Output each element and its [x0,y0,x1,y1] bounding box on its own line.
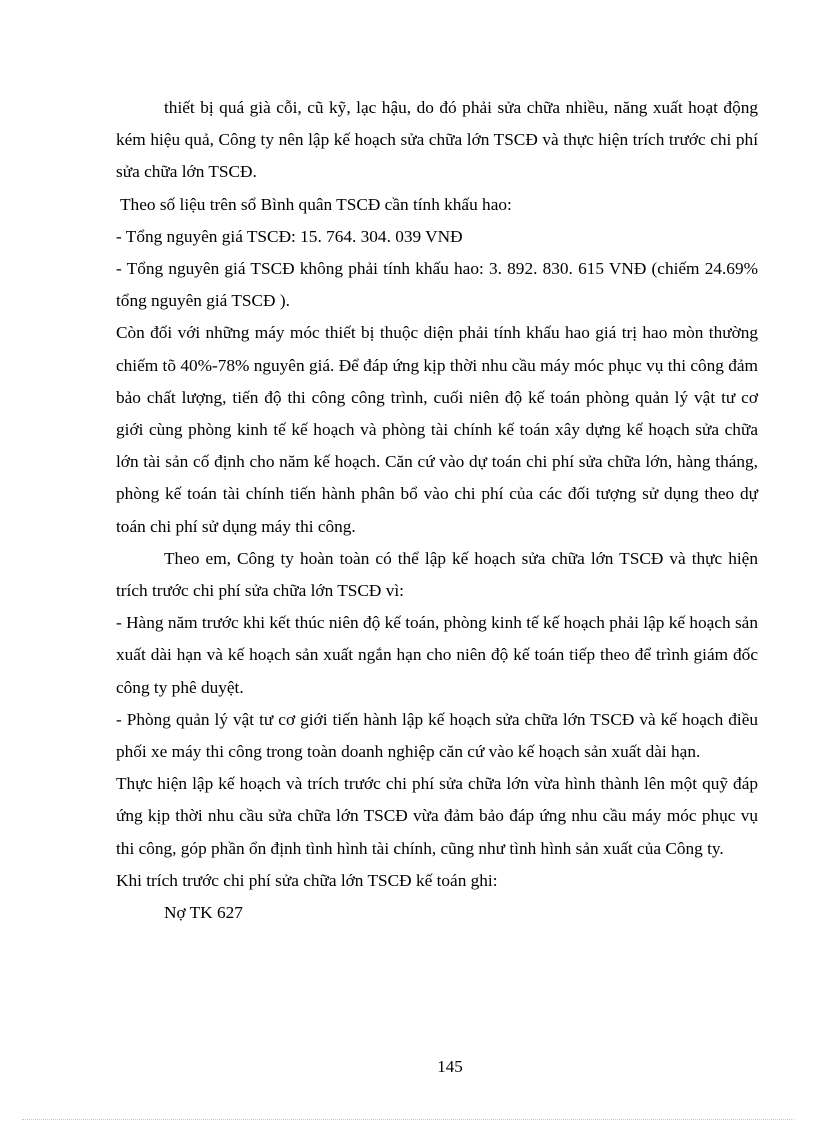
paragraph-fund-benefit: Thực hiện lập kế hoạch và trích trước chi phí sửa chữa lớn vừa hình thành lên một quỹ đáp ứng kịp thời nhu cầu sửa chữa lớn TSCĐ vừa đảm bảo đáp ứng nhu cầu máy móc phục vụ thi công, góp phần ổn định tình hình tài chính, cũng như tình hình sản xuất của Công ty. [116,774,758,858]
paragraph-accounting-entry-intro: Khi trích trước chi phí sửa chữa lớn TSCĐ kế toán ghi: [116,870,498,890]
list-item-total-cost: - Tổng nguyên giá TSCĐ: 15. 764. 304. 039 VNĐ [116,226,463,246]
accounting-entry-debit: Nợ TK 627 [164,903,243,923]
body-text [116,92,758,929]
paragraph-opinion: Theo em, Công ty hoàn toàn có thể lập kế hoạch sửa chữa lớn TSCĐ và thực hiện trích trước chi phí sửa chữa lớn TSCĐ vì: [116,548,758,601]
list-item-equipment-department: - Phòng quản lý vật tư cơ giới tiến hành lập kế hoạch sửa chữa lớn TSCĐ và kế hoạch điều phối xe máy thi công trong toàn doanh nghiệp căn cứ vào kế hoạch sản xuất dài hạn. [116,709,758,762]
list-item-annual-planning: - Hàng năm trước khi kết thúc niên độ kế toán, phòng kinh tế kế hoạch phải lập kế hoạch sản xuất dài hạn và kế hoạch sản xuất ngắn hạn cho niên độ kế toán tiếp theo để trình giám đốc công ty phê duyệt. [116,613,758,697]
page-number: 145 [437,1057,463,1076]
footer-divider [22,1119,794,1120]
paragraph-depreciation-intro: Theo số liệu trên sổ Bình quân TSCĐ cần tính khấu hao: [120,194,512,214]
paragraph-continuation: thiết bị quá già cỗi, cũ kỹ, lạc hậu, do đó phải sửa chữa nhiều, năng xuất hoạt động kém hiệu quả, Công ty nên lập kế hoạch sửa chữa lớn TSCĐ và thực hiện trích trước chi phí sửa chữa lớn TSCĐ. [116,98,758,182]
paragraph-machinery-plan: Còn đối với những máy móc thiết bị thuộc diện phải tính khấu hao giá trị hao mòn thường chiếm tõ 40%-78% nguyên giá. Để đáp ứng kịp thời nhu cầu máy móc phục vụ thi công đảm bảo chất lượng, tiến độ thi công công trình, cuối niên độ kế toán phòng quản lý vật tư cơ giới cùng phòng kinh tế kế hoạch và phòng tài chính kế toán xây dựng kế hoạch sửa chữa lớn tài sản cố định cho năm kế hoạch. Căn cứ vào dự toán chi phí sửa chữa lớn, hàng tháng, phòng kế toán tài chính tiến hành phân bổ vào chi phí của các đối tượng sử dụng theo dự toán chi phí sử dụng máy thi công. [116,323,758,536]
list-item-non-depreciable-cost: - Tổng nguyên giá TSCĐ không phải tính khấu hao: 3. 892. 830. 615 VNĐ (chiếm 24.69% tổng nguyên giá TSCĐ ). [116,259,758,311]
